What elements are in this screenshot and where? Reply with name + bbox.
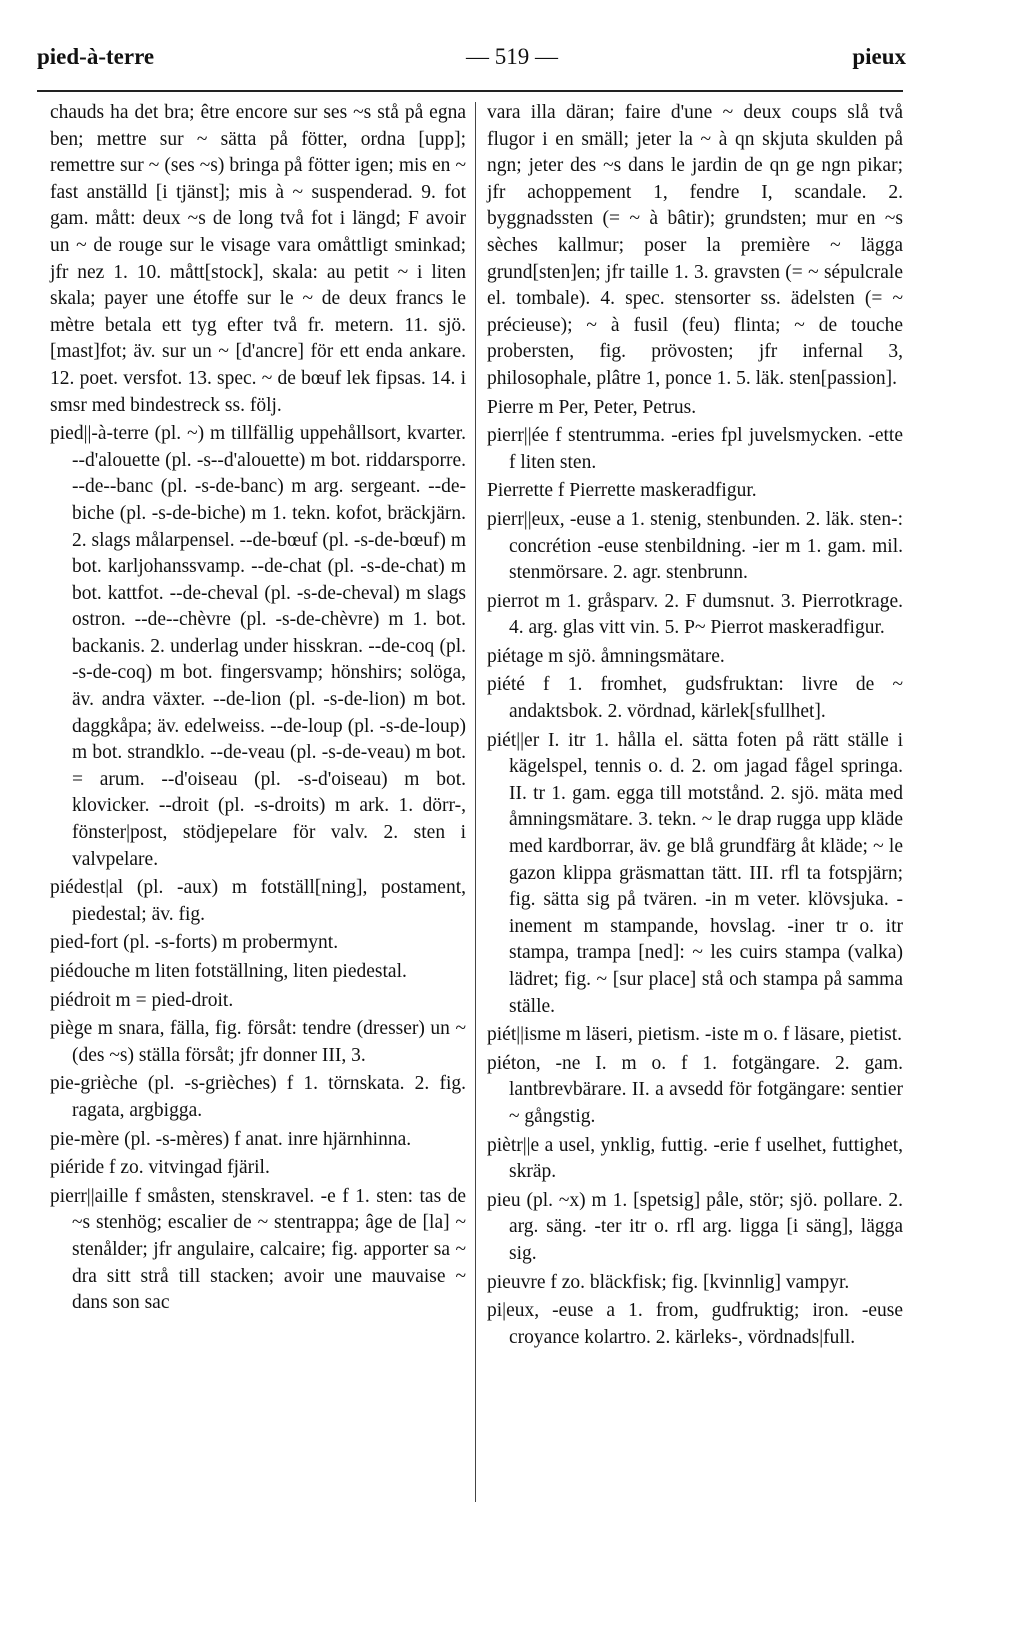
header-rule xyxy=(37,90,903,92)
dictionary-entry: piétage m sjö. åmningsmätare. xyxy=(487,645,725,667)
dictionary-entry: piéride f zo. vitvingad fjäril. xyxy=(50,1157,270,1179)
running-head-last-word: pieux xyxy=(852,44,906,69)
dictionary-entry: Pierre m Per, Peter, Petrus. xyxy=(487,396,697,418)
dictionary-entry: pie-grièche (pl. -s-grièches) f 1. törnskata. 2. fig. ragata, argbigga. xyxy=(50,1073,466,1121)
left-column xyxy=(50,100,466,1319)
dictionary-entry: pierr||aille f småsten, stenskravel. -e f 1. sten: tas de ~s stenhög; escalier de ~ stentrappa; âge de [la] ~ stenålder; jfr angulaire, calcaire; fig. apporter sa ~ dra sitt strå till stacken; avoir une mauvaise ~ dans son sac xyxy=(50,1185,466,1314)
continued-entry: chauds ha det bra; être encore sur ses ~s stå på egna ben; mettre sur ~ sätta på fötter, ordna [upp]; remettre sur ~ (ses ~s) bringa på fötter igen; mis en ~ fast anställd [i tjänst]; mis à ~ suspenderad. 9. fot gam. mått: deux ~s de long två fot i längd; F avoir un ~ de rouge sur le visage vara omåttligt sminkad; jfr nez 1. 10. mått[stock], skala: au petit ~ i liten skala; payer une étoffe sur le ~ de deux francs le mètre betala ett tyg efter två fr. metern. 11. sjö. [mast]fot; äv. sur un ~ [d'ancre] för ett enda ankare. 12. poet. versfot. 13. spec. ~ de bœuf lek fipsas. 14. i smsr med bindestreck ss. följ. xyxy=(50,102,466,416)
dictionary-entry: piédroit m = pied-droit. xyxy=(50,989,234,1011)
dictionary-entry: Pierrette f Pierrette maskeradfigur. xyxy=(487,480,757,502)
dictionary-entry: piédouche m liten fotställning, liten piedestal. xyxy=(50,961,407,982)
dictionary-entry: pi|eux, -euse a 1. from, gudfruktig; iron. -euse croyance kolartro. 2. kärleks-, vördnads|full. xyxy=(487,1300,903,1348)
dictionary-entry: piét||isme m läseri, pietism. -iste m o. f läsare, pietist. xyxy=(487,1024,903,1046)
dictionary-entry: piètr||e a usel, ynklig, futtig. -erie f uselhet, futtighet, skräp. xyxy=(487,1134,903,1183)
running-head-first-word: pied-à-terre xyxy=(37,44,155,69)
dictionary-entry: pierr||eux, -euse a 1. stenig, stenbunden. 2. läk. sten-: concrétion -euse stenbildning. -ier m 1. gam. mil. stenmörsare. 2. agr. stenbrunn. xyxy=(487,508,903,584)
dictionary-entry: pieu (pl. ~x) m 1. [spetsig] påle, stör; sjö. pollare. 2. arg. säng. -ter itr o. rfl arg. ligga [i säng], lägga sig. xyxy=(487,1189,903,1264)
continued-entry: vara illa däran; faire d'une ~ deux coups slå två flugor i en smäll; jeter la ~ à qn skjuta skulden på ngn; jeter des ~s dans le jardin de qn ge ngn pikar; jfr achoppement 1, fendre I, scandale. 2. byggnadssten (= ~ à bâtir); grundsten; mur en ~s sèches kallmur; poser la première ~ lägga grund[sten]en; jfr taille 1. 3. gravsten (= ~ sépulcrale el. tombale). 4. spec. stensorter ss. ädelsten (= ~ précieuse); ~ à fusil (feu) flinta; ~ de touche probersten, fig. prövosten; jfr infernal 3, philosophale, plâtre 1, ponce 1. 5. läk. sten[passion]. xyxy=(487,102,903,389)
right-column xyxy=(487,100,903,1353)
dictionary-entry: pierr||ée f stentrumma. -eries fpl juvelsmycken. -ette f liten sten. xyxy=(487,425,903,473)
dictionary-entry: pied-fort (pl. -s-forts) m probermynt. xyxy=(50,932,339,954)
page-number: — 519 — xyxy=(466,44,558,69)
dictionary-entry: piège m snara, fälla, fig. försåt: tendre (dresser) un ~ (des ~s) ställa försåt; jfr donner III, 3. xyxy=(50,1018,466,1066)
dictionary-entry: pieuvre f zo. bläckfisk; fig. [kvinnlig] vampyr. xyxy=(487,1271,850,1293)
column-divider xyxy=(475,102,476,1502)
dictionary-entry: piéton, -ne I. m o. f 1. fotgängare. 2. gam. lantbrevbärare. II. a avsedd för fotgängare: sentier ~ gångstig. xyxy=(487,1052,903,1127)
dictionary-entry: piét||er I. itr 1. hålla el. sätta foten på rätt ställe i kägelspel, tennis o. d. 2. om jagad fågel springa. II. tr 1. gam. egga till motstånd. 2. sjö. mäta med åmningsmätare. 3. tekn. ~ le drap rugga upp kläde med kardborrar, äv. ge blå grundfärg åt kläde; ~ le gazon klippa gräsmattan tätt. III. rfl ta fotspjärn; fig. sätta sig på tvären. -in m veter. klövsjuka. -inement m stampande, hovslag. -iner tr o. itr stampa, trampa [ned]: ~ les cuirs stampa (valka) lädret; fig. ~ [sur place] stå och stampa på samma ställe. xyxy=(487,729,903,1017)
dictionary-entry: pie-mère (pl. -s-mères) f anat. inre hjärnhinna. xyxy=(50,1128,412,1150)
dictionary-entry: piété f 1. fromhet, gudsfruktan: livre de ~ andaktsbok. 2. vördnad, kärlek[sfullhet]. xyxy=(487,674,903,723)
dictionary-entry: pied||-à-terre (pl. ~) m tillfällig uppehållsort, kvarter. --d'alouette (pl. -s--d'alouette) m bot. riddarsporre. --de--banc (pl. -s-de-banc) m arg. sergeant. --de-biche (pl. -s-de-biche) m 1. tekn. kofot, bräckjärn. 2. slags målarpensel. --de-bœuf (pl. -s-de-bœuf) m bot. karljohanssvamp. --de-chat (pl. -s-de-chat) m bot. kattfot. --de-cheval (pl. -s-de-cheval) m slags ostron. --de--chèvre (pl. -s-de-chèvre) m 1. bot. backanis. 2. underlag under hisskran. --de-coq (pl. -s-de-coq) m bot. fingersvamp; hönshirs; solöga, äv. andra växter. --de-lion (pl. -s-de-lion) m bot. daggkåpa; äv. edelweiss. --de-loup (pl. -s-de-loup) m bot. strandklo. --de-veau (pl. -s-de-veau) m bot. = arum. --d'oiseau (pl. -s-d'oiseau) m bot. klovicker. --droit (pl. -s-droits) m ark. 1. dörr-, fönster|post, stödjepelare för valv. 2. sten i valvpelare. xyxy=(50,423,466,870)
dictionary-entry: piédest|al (pl. -aux) m fotställ[ning], postament, piedestal; äv. fig. xyxy=(50,877,466,925)
dictionary-entry: pierrot m 1. gråsparv. 2. F dumsnut. 3. Pierrotkrage. 4. arg. glas vitt vin. 5. P~ Pierrot maskeradfigur. xyxy=(487,590,903,639)
